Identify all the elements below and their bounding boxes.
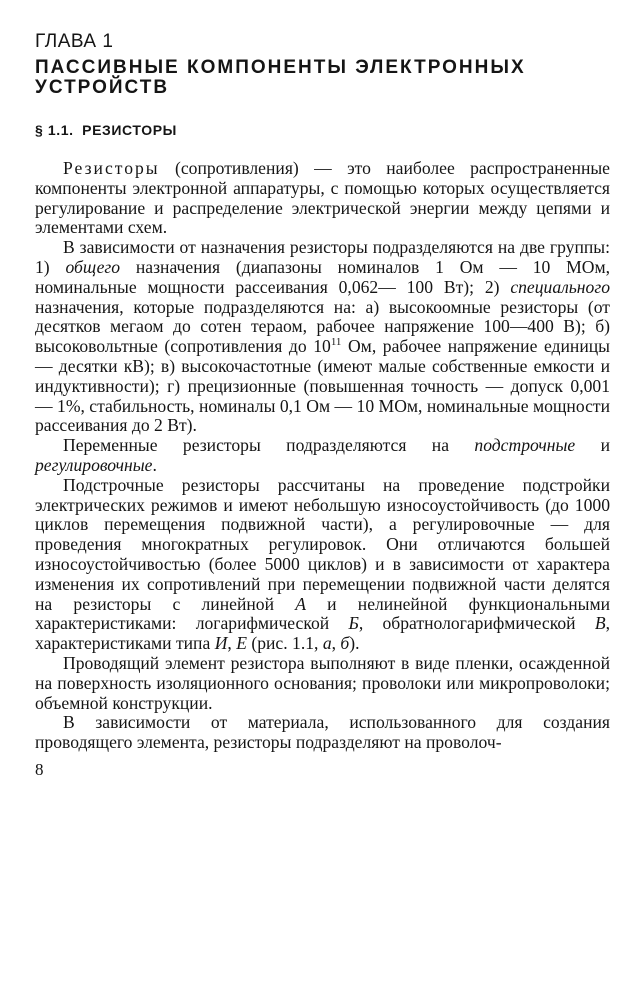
text-run: , характеристиками типа xyxy=(35,613,610,654)
text-run: . xyxy=(152,454,157,475)
paragraph-4 xyxy=(35,476,610,654)
text-run: , xyxy=(331,633,341,654)
paragraph-1-text: (сопротивления) — это наиболее распространенные компоненты электронной аппаратуры, с помощью которых осуществляется регулирование и распределение электрической энергии между цепями и элементами схем. xyxy=(35,158,610,238)
text-run: (рис. 1.1, xyxy=(246,633,323,654)
text-run: , xyxy=(227,633,237,654)
italic-run: А xyxy=(295,593,306,614)
text-run: и нелинейной функциональными характеристиками: логарифмической xyxy=(35,593,610,634)
body-text xyxy=(35,159,610,753)
italic-run: подстрочные xyxy=(474,435,576,456)
text-run: , обратнологарифмической xyxy=(358,613,595,634)
italic-run: а xyxy=(322,633,332,654)
italic-run: И xyxy=(214,633,228,654)
page-number: 8 xyxy=(35,760,44,779)
paragraph-6: В зависимости от материала, использованного для создания проводящего элемента, резисторы подразделяют на проволоч- xyxy=(35,712,610,753)
italic-run: б xyxy=(340,633,350,654)
text-run: и xyxy=(575,435,610,456)
italic-run: В xyxy=(594,613,606,634)
text-run: назначения (диапазоны номиналов 1 Ом — 10 МОм, номинальные мощности рассеивания 0,062— 100 Вт); 2) xyxy=(35,256,610,297)
italic-run: общего xyxy=(65,256,121,277)
paragraph-3 xyxy=(35,436,610,476)
italic-run: регулировочные xyxy=(35,454,153,475)
text-run: Ом, рабочее напряжение единицы — десятки кВ); в) высокочастотные (имеют малые собственные емкости и индуктивности); г) прецизионные (повышенная точность — допуск 0,001 — 1%, стабильность, номиналы 0,1 Ом — 10 МОм, номинальные мощности рассеивания до 2 Вт). xyxy=(35,336,610,436)
text-run: ). xyxy=(349,633,360,654)
paragraph-1 xyxy=(35,159,610,238)
section-title: РЕЗИСТОРЫ xyxy=(82,122,177,138)
text-run: Переменные резисторы подразделяются на xyxy=(63,435,475,456)
paragraph-5: Проводящий элемент резистора выполняют в виде пленки, осажденной на поверхность изоляционного основания; проволоки или микропроволоки; объемной конструкции. xyxy=(35,652,610,713)
text-run: назначения, которые подразделяются на: а) высокоомные резисторы (от десятков мегаом до сотен тераом, рабочее напряжение 100—400 В); б) высоковольтные (сопротивления до 10 xyxy=(35,296,610,357)
chapter-title: ПАССИВНЫЕ КОМПОНЕНТЫ ЭЛЕКТРОННЫХ УСТРОЙСТВ xyxy=(35,57,526,98)
italic-run: специального xyxy=(510,276,610,297)
text-run: Подстрочные резисторы рассчитаны на проведение подстройки электрических режимов и имеют небольшую износоустойчивость (до 1000 циклов перемещения подвижной части), а регулировочные — для проведения многократных регулировок. Они отличаются большей износоустойчивостью (более 5000 циклов) и в зависимости от характера изменения их сопротивлений при перемещении подвижной части делятся на резисторы с линейной xyxy=(35,474,610,614)
text-run: В зависимости от назначения резисторы подразделяются на две группы: 1) xyxy=(35,237,610,277)
superscript: 11 xyxy=(330,336,342,349)
chapter-heading: ГЛАВА 1 xyxy=(35,31,114,52)
italic-run: Б xyxy=(348,613,359,634)
paragraph-2 xyxy=(35,238,610,436)
italic-run: Е xyxy=(236,633,247,654)
term-rezistory: Резисторы xyxy=(63,158,160,178)
section-heading xyxy=(35,122,177,138)
section-number: § 1.1. xyxy=(35,122,74,138)
